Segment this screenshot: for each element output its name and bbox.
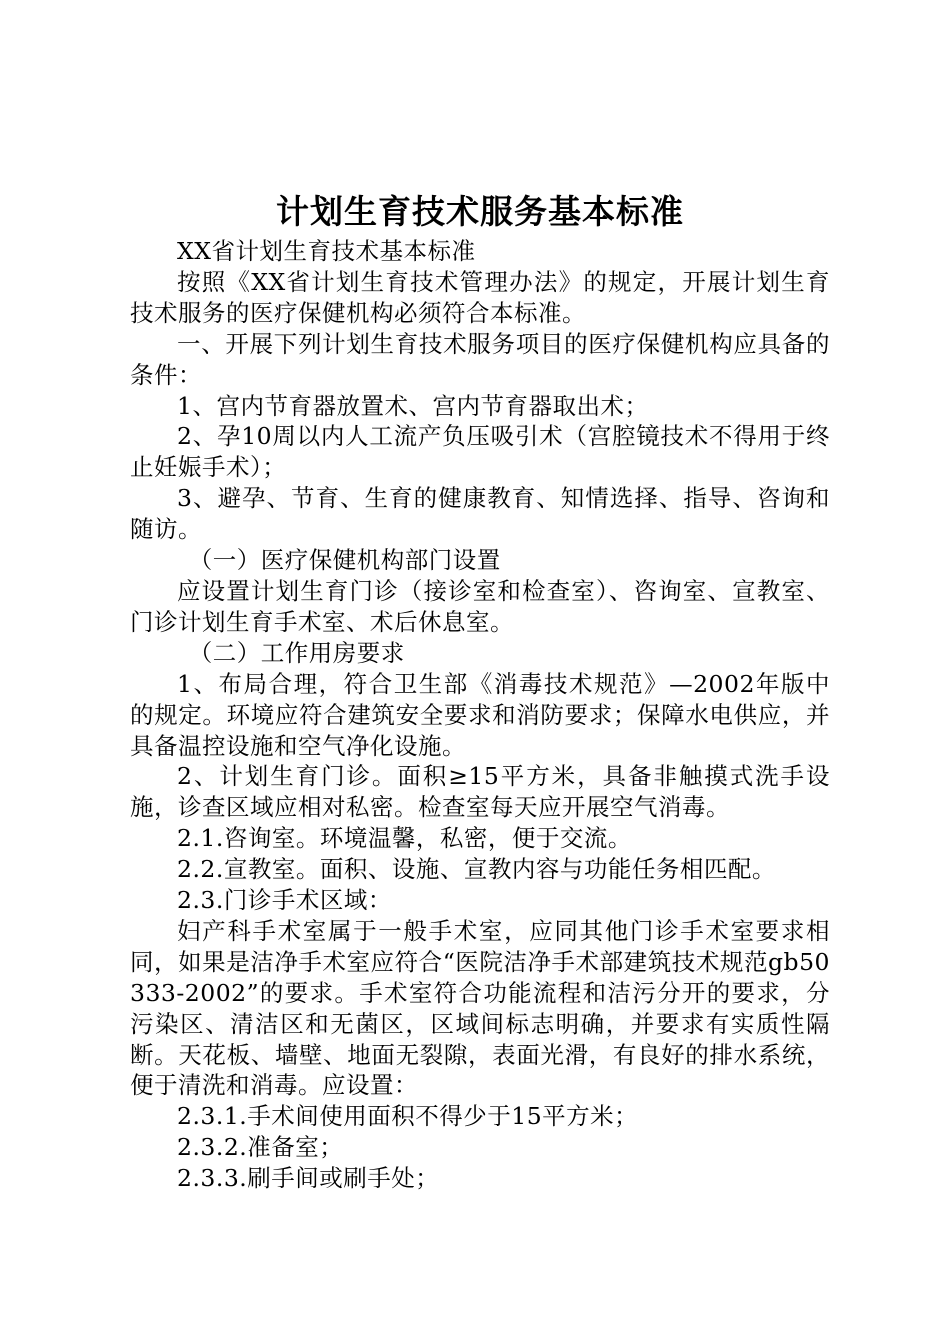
surgery-item-room-area: 2.3.1.手术间使用面积不得少于15平方米； <box>177 1102 639 1131</box>
rooms-item-surgery-area: 2.3.门诊手术区域： <box>177 886 392 915</box>
rooms-item-clinic: 2、计划生育门诊。面积≥15平方米，具备非触摸式洗手设施，诊查区域应相对私密。检查室每天应开展空气消毒。 <box>130 762 830 822</box>
document-title: 计划生育技术服务基本标准 <box>276 192 684 231</box>
surgery-item-prep-room: 2.3.2.准备室； <box>177 1133 344 1162</box>
list-item-iud: 1、宫内节育器放置术、宫内节育器取出术； <box>177 391 649 420</box>
section-heading-conditions: 一、开展下列计划生育技术服务项目的医疗保健机构应具备的条件： <box>130 329 830 389</box>
subsection-heading-rooms: （二）工作用房要求 <box>188 638 405 667</box>
intro-paragraph: 按照《XX省计划生育技术管理办法》的规定，开展计划生育技术服务的医疗保健机构必须符合本标准。 <box>130 267 830 327</box>
departments-paragraph: 应设置计划生育门诊（接诊室和检查室）、咨询室、宣教室、门诊计划生育手术室、术后休息室。 <box>130 576 830 636</box>
list-item-education: 3、避孕、节育、生育的健康教育、知情选择、指导、咨询和随访。 <box>130 484 830 544</box>
surgery-area-paragraph: 妇产科手术室属于一般手术室，应同其他门诊手术室要求相同，如果是洁净手术室应符合“医院洁净手术部建筑技术规范gb50333-2002”的要求。手术室符合功能流程和洁污分开的要求，分污染区、清洁区和无菌区，区域间标志明确，并要求有实质性隔断。天花板、墙壁、地面无裂隙，表面光滑，有良好的排水系统，便于清洗和消毒。应设置： <box>130 916 830 1100</box>
rooms-item-consult: 2.1.咨询室。环境温馨，私密，便于交流。 <box>177 824 632 853</box>
subsection-heading-departments: （一）医疗保健机构部门设置 <box>188 546 501 575</box>
subtitle-paragraph: XX省计划生育技术基本标准 <box>177 237 476 265</box>
rooms-item-education-room: 2.2.宣教室。面积、设施、宣教内容与功能任务相匹配。 <box>177 855 776 884</box>
surgery-item-scrub-room: 2.3.3.刷手间或刷手处； <box>177 1164 440 1193</box>
document-page <box>130 190 830 1194</box>
rooms-item-layout: 1、布局合理，符合卫生部《消毒技术规范》—2002年版中的规定。环境应符合建筑安全要求和消防要求；保障水电供应，并具备温控设施和空气净化设施。 <box>130 669 830 760</box>
list-item-abortion: 2、孕10周以内人工流产负压吸引术（宫腔镜技术不得用于终止妊娠手术）； <box>130 422 830 482</box>
